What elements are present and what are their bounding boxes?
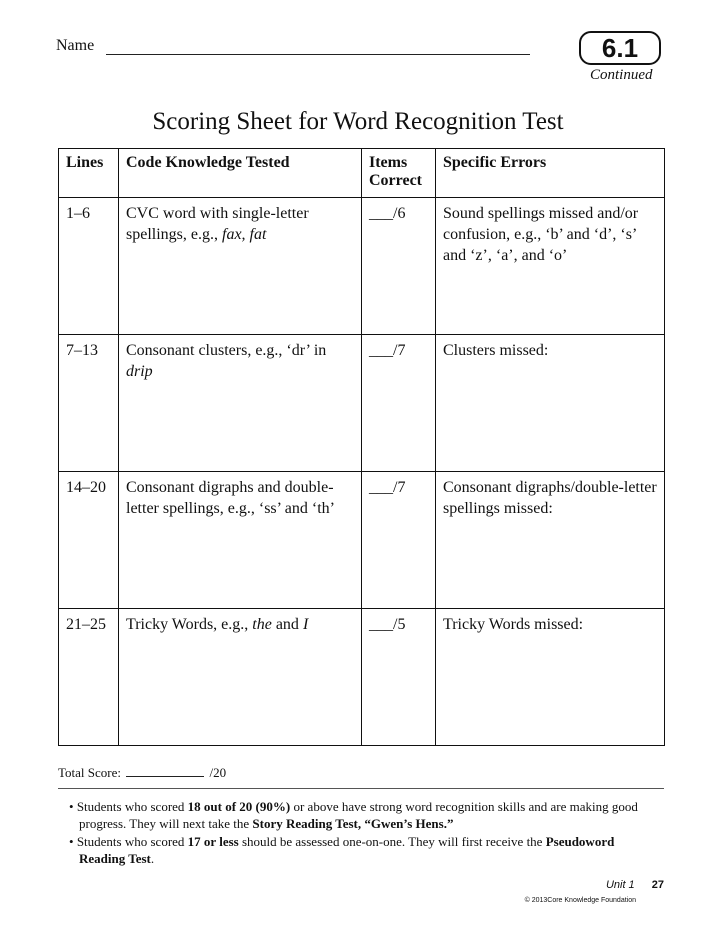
cell-specific-errors: Sound spellings missed and/or confusion, e.g., ‘b’ and ‘d’, ‘s’ and ‘z’, ‘a’, and ‘o’	[436, 198, 665, 335]
bullet: •	[69, 834, 74, 849]
header-code-knowledge: Code Knowledge Tested	[119, 149, 362, 198]
table-row	[59, 472, 665, 609]
cell-lines: 7–13	[59, 335, 119, 472]
page-title: Scoring Sheet for Word Recognition Test	[152, 108, 564, 135]
copyright-notice: © 2013Core Knowledge Foundation	[524, 897, 636, 904]
cell-lines: 1–6	[59, 198, 119, 335]
cell-code-knowledge: Consonant digraphs and double-letter spellings, e.g., ‘ss’ and ‘th’	[119, 472, 362, 609]
section-badge: 6.1	[579, 31, 661, 65]
total-score-label: Total Score:	[58, 765, 121, 780]
cell-lines: 14–20	[59, 472, 119, 609]
note-item: • Students who scored 18 out of 20 (90%) or above have strong word recognition skills and are making good progress. They will next take the Story Reading Test, “Gwen’s Hens.”	[69, 799, 638, 831]
cell-specific-errors: Consonant digraphs/double-letter spellings missed:	[436, 472, 665, 609]
page-footer	[606, 879, 664, 891]
table-header-row	[59, 149, 665, 198]
total-score-suffix: /20	[209, 765, 227, 780]
table-row	[59, 335, 665, 472]
header-lines: Lines	[59, 149, 119, 198]
cell-specific-errors: Tricky Words missed:	[436, 609, 665, 746]
note-item: • Students who scored 17 or less should be assessed one-on-one. They will first receive the Pseudoword Reading Test.	[69, 834, 615, 866]
cell-specific-errors: Clusters missed:	[436, 335, 665, 472]
page-number: 27	[651, 879, 664, 891]
name-blank-line	[106, 54, 530, 55]
table-row	[59, 609, 665, 746]
cell-items-correct: ___/6	[362, 198, 436, 335]
table-row	[59, 198, 665, 335]
unit-label: Unit 1	[605, 879, 635, 891]
total-score-blank	[126, 776, 204, 777]
header-items-correct: Items Correct	[362, 149, 436, 198]
header-specific-errors: Specific Errors	[436, 149, 665, 198]
cell-lines: 21–25	[59, 609, 119, 746]
cell-items-correct: ___/5	[362, 609, 436, 746]
cell-code-knowledge: Tricky Words, e.g., the and I	[119, 609, 362, 746]
scoring-table	[58, 148, 665, 746]
name-label: Name	[56, 37, 95, 54]
cell-items-correct: ___/7	[362, 335, 436, 472]
total-score	[58, 765, 226, 781]
cell-code-knowledge: CVC word with single-letter spellings, e.g., fax, fat	[119, 198, 362, 335]
notes-divider	[58, 788, 664, 789]
continued-label: Continued	[590, 67, 653, 83]
cell-items-correct: ___/7	[362, 472, 436, 609]
scoring-notes	[66, 798, 656, 868]
cell-code-knowledge: Consonant clusters, e.g., ‘dr’ in drip	[119, 335, 362, 472]
bullet: •	[69, 799, 74, 814]
